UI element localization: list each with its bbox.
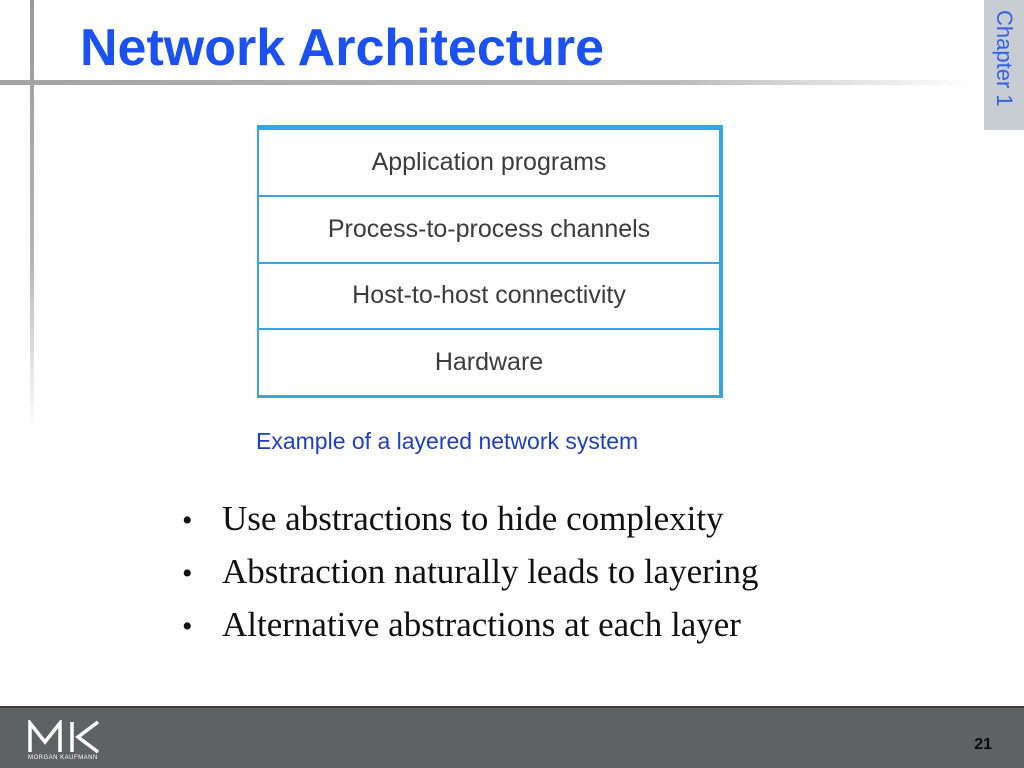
- chapter-label: Chapter 1: [992, 10, 1017, 107]
- bullet-icon: •: [182, 557, 193, 590]
- page-number: 21: [974, 736, 992, 753]
- bullet-item: [182, 599, 759, 652]
- chapter-tab: [984, 0, 1024, 130]
- publisher-logo: [28, 720, 108, 766]
- layer-process-to-process-channels: Process-to-process channels: [259, 197, 719, 264]
- layer-application-programs: Application programs: [259, 130, 719, 197]
- bullet-item: [182, 493, 759, 546]
- slide-footer: [0, 706, 1024, 768]
- frame-vertical-line: [30, 0, 34, 430]
- bullet-item: [182, 546, 759, 599]
- slide-title: Network Architecture: [80, 19, 604, 77]
- layer-host-to-host-connectivity: Host-to-host connectivity: [259, 264, 719, 331]
- bullet-icon: •: [182, 610, 193, 643]
- layer-diagram: [257, 125, 723, 398]
- layer-hardware: Hardware: [434, 348, 544, 377]
- bullet-list: [182, 493, 759, 652]
- frame-horizontal-line: [0, 80, 975, 85]
- mk-logo-icon: [28, 720, 102, 754]
- bullet-text: Use abstractions to hide complexity: [222, 499, 724, 538]
- bullet-icon: •: [182, 504, 193, 537]
- diagram-caption: Example of a layered network system: [256, 428, 639, 454]
- logo-subtext: MORGAN KAUFMANN: [28, 755, 98, 761]
- bullet-text: Abstraction naturally leads to layering: [222, 552, 759, 591]
- bullet-text: Alternative abstractions at each layer: [222, 605, 741, 644]
